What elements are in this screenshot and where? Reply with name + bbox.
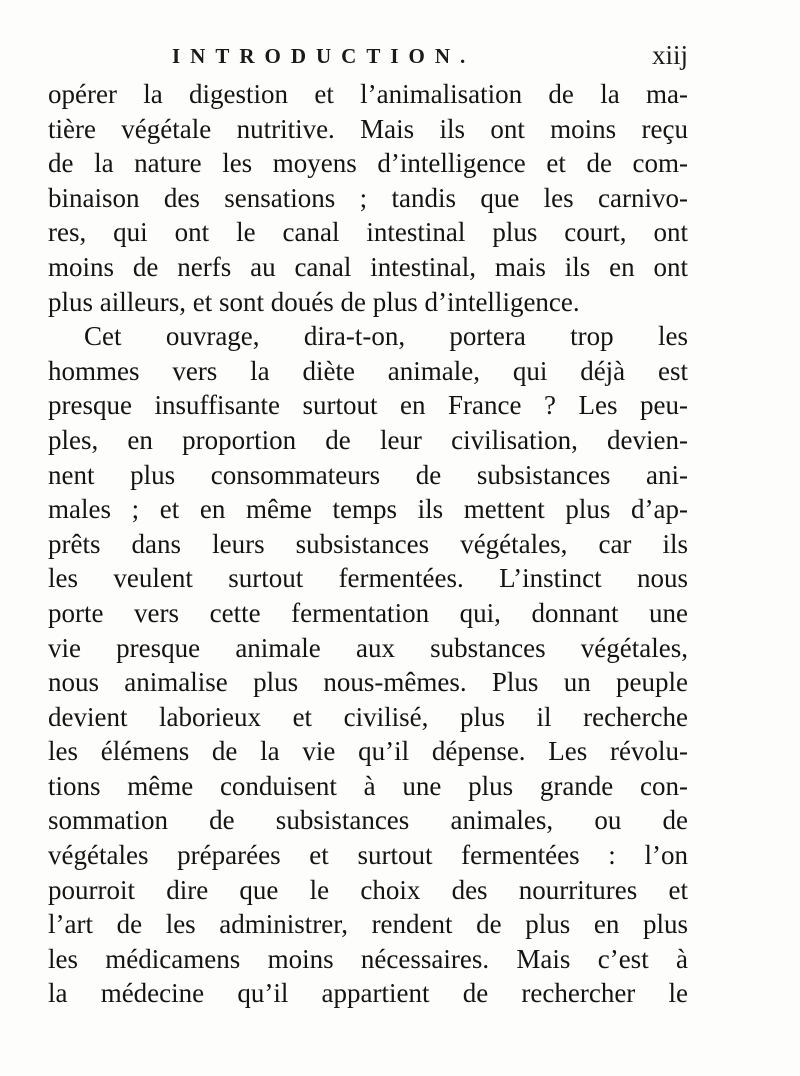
text-line: opérer la digestion et l’animalisation de la ma- [48,79,688,109]
text-line: porte vers cette fermentation qui, donnant une [48,597,688,628]
text-line: moins de nerfs au canal intestinal, mais ils en ont [48,251,688,282]
text-line: vie presque animale aux substances végétales, [48,632,688,663]
paragraph-start-line: Cet ouvrage, dira-t-on, portera trop les [84,321,688,352]
text-line: res, qui ont le canal intestinal plus court, ont [48,217,688,248]
text-line: les veulent surtout fermentées. L’instinct nous [48,563,688,594]
text-line: presque insuffisante surtout en France ? Les peu- [48,390,688,421]
text-line: tions même conduisent à une plus grande con- [48,770,688,801]
text-line: pourroit dire que le choix des nourritures et [48,874,688,905]
text-line: devient laborieux et civilisé, plus il recherche [48,701,688,732]
text-line: plus ailleurs, et sont doués de plus d’intelligence. [48,286,580,317]
running-title: INTRODUCTION. [172,44,476,68]
text-line: prêts dans leurs subsistances végétales, car ils [48,528,688,559]
text-line: sommation de subsistances animales, ou de [48,805,688,836]
text-line: les médicamens moins nécessaires. Mais c’est à [48,943,688,974]
page-number: xiij [651,40,688,70]
text-line: la médecine qu’il appartient de rechercher le [48,978,688,1009]
text-line: tière végétale nutritive. Mais ils ont moins reçu [48,113,688,144]
text-line: binaison des sensations ; tandis que les carnivo- [48,182,688,213]
running-head [48,42,688,76]
text-line: végétales préparées et surtout fermentées : l’on [48,840,688,871]
text-line: les élémens de la vie qu’il dépense. Les révolu- [48,736,688,767]
text-line: hommes vers la diète animale, qui déjà est [48,355,688,386]
text-line: ples, en proportion de leur civilisation, devien- [48,424,688,455]
text-line: nent plus consommateurs de subsistances ani- [48,459,688,490]
text-line: males ; et en même temps ils mettent plus d’ap- [48,494,688,525]
text-line: l’art de les administrer, rendent de plus en plus [48,909,688,940]
text-line: de la nature les moyens d’intelligence et de com- [48,148,688,179]
body-text [48,77,688,1011]
text-line: nous animalise plus nous-mêmes. Plus un peuple [48,667,688,698]
